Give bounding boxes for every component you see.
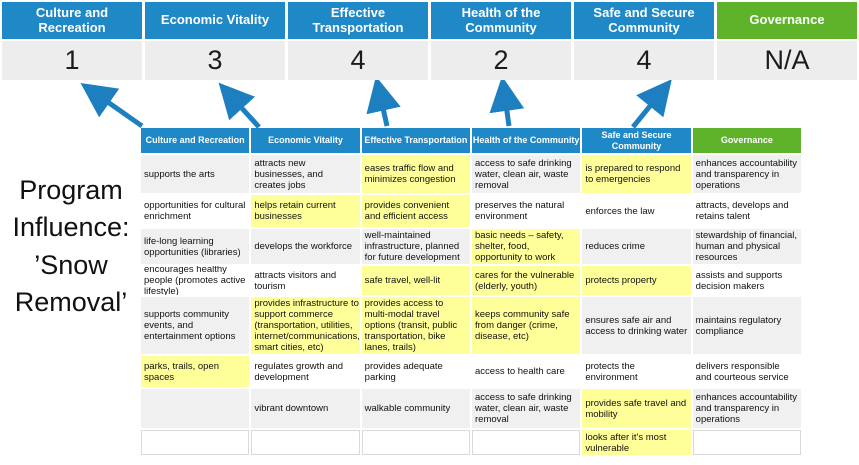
- table-cell: delivers responsible and courteous service: [693, 356, 801, 387]
- table-cell: helps retain current businesses: [251, 195, 359, 227]
- category-box-safe-and-secure-community: Safe and Secure Community: [574, 2, 714, 39]
- column-header-effective-transportation: Effective Transportation: [362, 128, 470, 153]
- category-box-health-of-the-community: Health of the Community: [431, 2, 571, 39]
- table-cell: stewardship of financial, human and physical resources: [693, 229, 801, 264]
- table-cell: encourages healthy people (promotes active lifestyle): [141, 266, 249, 295]
- table-cell: parks, trails, open spaces: [141, 356, 249, 387]
- table-cell: safe travel, well-lit: [362, 266, 470, 295]
- table-cell: protects property: [582, 266, 690, 295]
- column-header-economic-vitality: Economic Vitality: [251, 128, 359, 153]
- table-cell: eases traffic flow and minimizes congestion: [362, 155, 470, 193]
- arrow-icon-health: [504, 90, 509, 126]
- influence-score-governance: N/A: [717, 41, 857, 80]
- influence-score-health-of-the-community: 2: [431, 41, 571, 80]
- influence-score-safe-and-secure-community: 4: [574, 41, 714, 80]
- table-cell: provides safe travel and mobility: [582, 389, 690, 428]
- table-cell: provides access to multi-modal travel options (transit, public transportation, bike lanes, trails): [362, 297, 470, 354]
- table-cell: walkable community: [362, 389, 470, 428]
- category-box-effective-transportation: Effective Transportation: [288, 2, 428, 39]
- table-cell: regulates growth and development: [251, 356, 359, 387]
- table-cell: [251, 430, 359, 455]
- table-cell: [141, 389, 249, 428]
- table-cell: is prepared to respond to emergencies: [582, 155, 690, 193]
- table-cell: provides adequate parking: [362, 356, 470, 387]
- table-cell: provides convenient and efficient access: [362, 195, 470, 227]
- category-box-governance: Governance: [717, 2, 857, 39]
- table-cell: cares for the vulnerable (elderly, youth): [472, 266, 580, 295]
- table-cell: vibrant downtown: [251, 389, 359, 428]
- influence-score-economic-vitality: 3: [145, 41, 285, 80]
- influence-score-row: [2, 41, 857, 80]
- page-title: Program Influence: ’Snow Removal’: [12, 175, 130, 317]
- table-cell: [362, 430, 470, 455]
- table-cell: maintains regulatory compliance: [693, 297, 801, 354]
- category-box-culture-and-recreation: Culture and Recreation: [2, 2, 142, 39]
- table-cell: opportunities for cultural enrichment: [141, 195, 249, 227]
- table-cell: develops the workforce: [251, 229, 359, 264]
- column-header-culture-and-recreation: Culture and Recreation: [141, 128, 249, 153]
- column-header-safe-and-secure-community: Safe and Secure Community: [582, 128, 690, 153]
- category-box-economic-vitality: Economic Vitality: [145, 2, 285, 39]
- table-cell: provides infrastructure to support commerce (transportation, utilities, internet/communications, smart cities, etc): [251, 297, 359, 354]
- table-cell: enhances accountability and transparency in operations: [693, 155, 801, 193]
- category-header-row: [2, 2, 857, 39]
- arrow-icon-culture: [92, 91, 142, 126]
- table-cell: keeps community safe from danger (crime, disease, etc): [472, 297, 580, 354]
- table-cell: attracts new businesses, and creates jobs: [251, 155, 359, 193]
- table-cell: [141, 430, 249, 455]
- table-cell: assists and supports decision makers: [693, 266, 801, 295]
- table-cell: [693, 430, 801, 455]
- table-cell: life-long learning opportunities (libraries): [141, 229, 249, 264]
- table-cell: supports the arts: [141, 155, 249, 193]
- column-header-health-of-the-community: Health of the Community: [472, 128, 580, 153]
- table-cell: reduces crime: [582, 229, 690, 264]
- table-cell: attracts, develops and retains talent: [693, 195, 801, 227]
- column-header-governance: Governance: [693, 128, 801, 153]
- table-cell: looks after it's most vulnerable: [582, 430, 690, 455]
- arrow-icon-safe-secure: [633, 90, 663, 127]
- table-cell: access to safe drinking water, clean air, waste removal: [472, 155, 580, 193]
- table-cell: attracts visitors and tourism: [251, 266, 359, 295]
- table-cell: supports community events, and entertainment options: [141, 297, 249, 354]
- arrow-icon-economic: [228, 93, 259, 127]
- table-cell: access to health care: [472, 356, 580, 387]
- influence-matrix-table: [141, 128, 801, 455]
- table-cell: protects the environment: [582, 356, 690, 387]
- table-cell: enhances accountability and transparency in operations: [693, 389, 801, 428]
- table-cell: well-maintained infrastructure, planned for future development: [362, 229, 470, 264]
- arrow-icon-transportation: [379, 90, 387, 126]
- table-cell: basic needs – safety, shelter, food, opportunity to work: [472, 229, 580, 264]
- influence-score-effective-transportation: 4: [288, 41, 428, 80]
- influence-arrows: [0, 80, 859, 132]
- table-cell: ensures safe air and access to drinking water: [582, 297, 690, 354]
- table-cell: enforces the law: [582, 195, 690, 227]
- table-cell: access to safe drinking water, clean air, waste removal: [472, 389, 580, 428]
- table-cell: preserves the natural environment: [472, 195, 580, 227]
- influence-score-culture-and-recreation: 1: [2, 41, 142, 80]
- table-cell: [472, 430, 580, 455]
